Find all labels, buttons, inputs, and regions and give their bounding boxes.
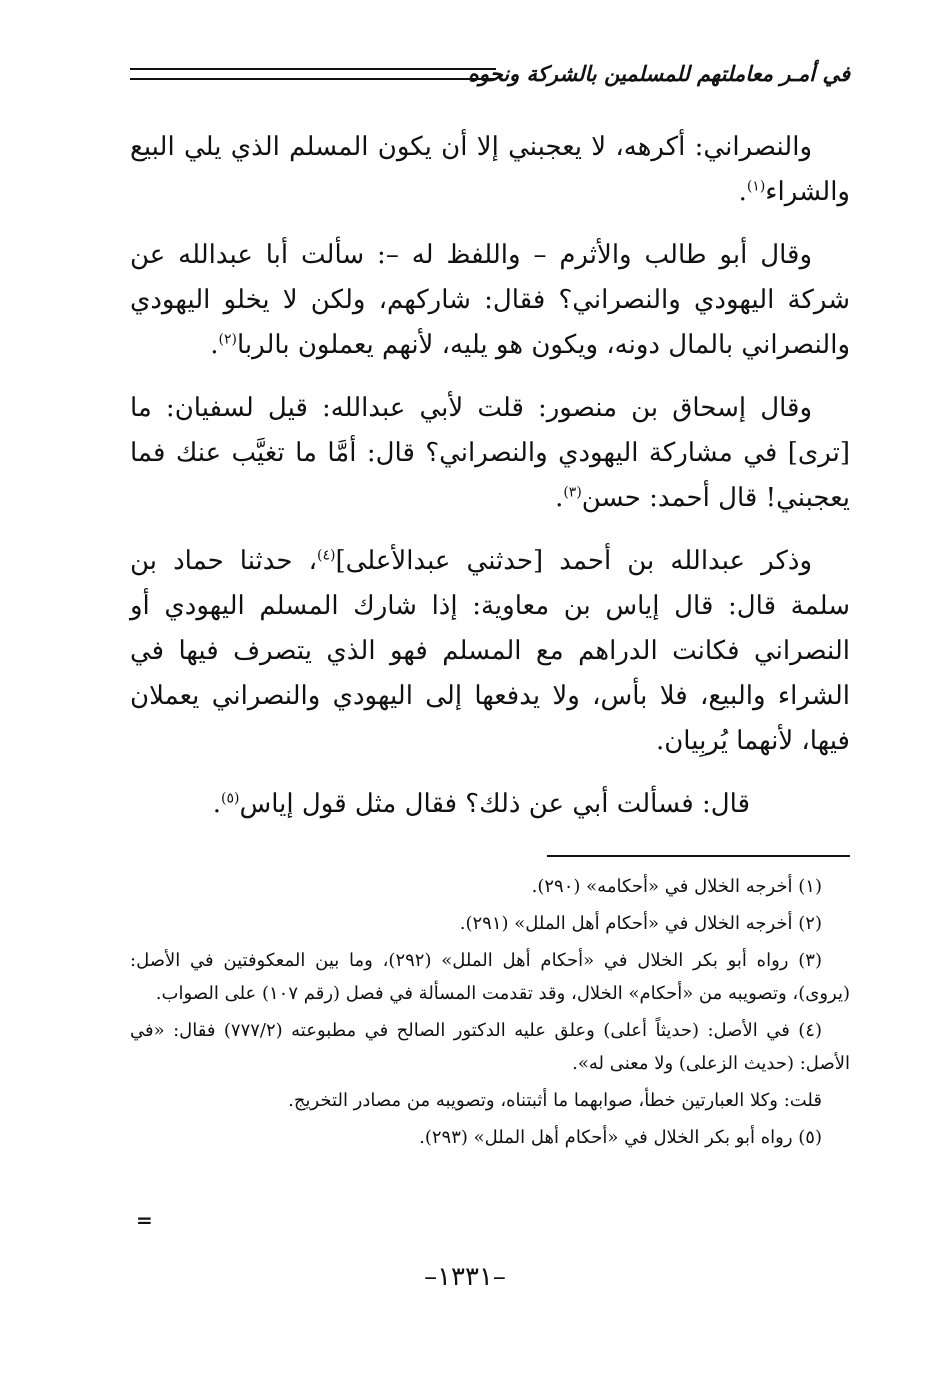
header-title: في أمـر معاملتهم للمسلمين بالشركة ونحوه — [467, 61, 850, 86]
paragraph-2-end: . — [210, 330, 219, 360]
footnote-ref-5: (٥) — [221, 790, 240, 807]
footnote-ref-4: (٤) — [316, 547, 336, 564]
footnote-ref-2: (٢) — [218, 331, 237, 348]
paragraph-2 — [130, 233, 850, 368]
paragraph-1 — [130, 125, 850, 215]
paragraph-1-text: والنصراني: أكرهه، لا يعجبني إلا أن يكون المسلم الذي يلي البيع والشراء — [130, 132, 850, 207]
header-double-rule — [130, 68, 496, 80]
footnote-2: (٢) أخرجه الخلال في «أحكام أهل الملل» (٢٩١). — [459, 913, 822, 934]
paragraph-4-text: وذكر عبدالله بن أحمد [حدثني عبدالأعلى] — [335, 546, 812, 576]
footnotes — [130, 870, 850, 1158]
paragraph-3-text: وقال إسحاق بن منصور: قلت لأبي عبدالله: قيل لسفيان: ما [ترى] في مشاركة اليهودي والنصراني؟ قال: أمَّا ما تغيَّب عنك فما يعجبني! قال أحمد: حسن — [130, 393, 850, 513]
paragraph-5-end: . — [212, 789, 222, 819]
paragraph-3-end: . — [555, 483, 564, 513]
footnote-5: (٥) رواه أبو بكر الخلال في «أحكام أهل الملل» (٢٩٣). — [419, 1127, 822, 1148]
page-number: –١٣٣١– — [424, 1262, 506, 1292]
paragraph-2-text: وقال أبو طالب والأثرم – واللفظ له –: سألت أبا عبدالله عن شركة اليهودي والنصراني؟ فقال: شاركهم، ولكن لا يخلو اليهودي والنصراني بالمال دونه، ويكون هو يليه، لأنهم يعملون بالربا — [130, 240, 850, 360]
paragraph-4: وذكر عبدالله بن أحمد [حدثني عبدالأعلى]$^{(٤)}$، حدثنا حماد بن سلمة قال: قال إياس بن معاوية: إذا شارك المسلم اليهودي أو النصراني فكانت الدراهم مع المسلم فهو الذي يتصرف فيها في الشراء والبيع، فلا بأس، ولا يدفعها إلى اليهودي والنصراني يعملان فيها، لأنهما يُربِيان. — [130, 546, 850, 756]
paragraph-5 — [130, 782, 850, 827]
main-text — [130, 125, 850, 845]
footnote-4-comment: قلت: وكلا العبارتين خطأ، صوابهما ما أثبتناه، وتصويبه من مصادر التخريج. — [288, 1090, 822, 1111]
footnote-ref-3: (٣) — [563, 484, 582, 501]
footnote-1: (١) أخرجه الخلال في «أحكامه» (٢٩٠). — [531, 876, 822, 897]
paragraph-3 — [130, 386, 850, 521]
footnote-separator — [547, 855, 850, 857]
footnote-4: (٤) في الأصل: (حديثاً أعلى) وعلق عليه الدكتور الصالح في مطبوعته (٧٧٧/٢) فقال: «في الأصل: (حديث الزعلى) ولا معنى له». — [130, 1020, 850, 1074]
footnote-ref-1: (١) — [746, 178, 766, 195]
footnote-3: (٣) رواه أبو بكر الخلال في «أحكام أهل الملل» (٢٩٢)، وما بين المعكوفتين في الأصل: (يروى)، وتصويبه من «أحكام» الخلال، وقد تقدمت المسألة في فصل (رقم ١٠٧) على الصواب. — [130, 950, 850, 1004]
continuation-mark: = — [136, 1208, 153, 1232]
paragraph-4-continued: حدثنا حماد بن سلمة قال: قال إياس بن معاوية: إذا شارك المسلم اليهودي أو النصراني فكانت الدراهم مع المسلم فهو الذي يتصرف فيها في الشراء والبيع، فلا بأس، ولا يدفعها إلى اليهودي والنصراني يعملان فيها، لأنهما يُربِيان. — [130, 546, 850, 756]
paragraph-5-text: قال: فسألت أبي عن ذلك؟ فقال مثل قول إياس — [239, 789, 750, 819]
paragraph-1-end: . — [738, 177, 747, 207]
running-header — [130, 58, 850, 94]
